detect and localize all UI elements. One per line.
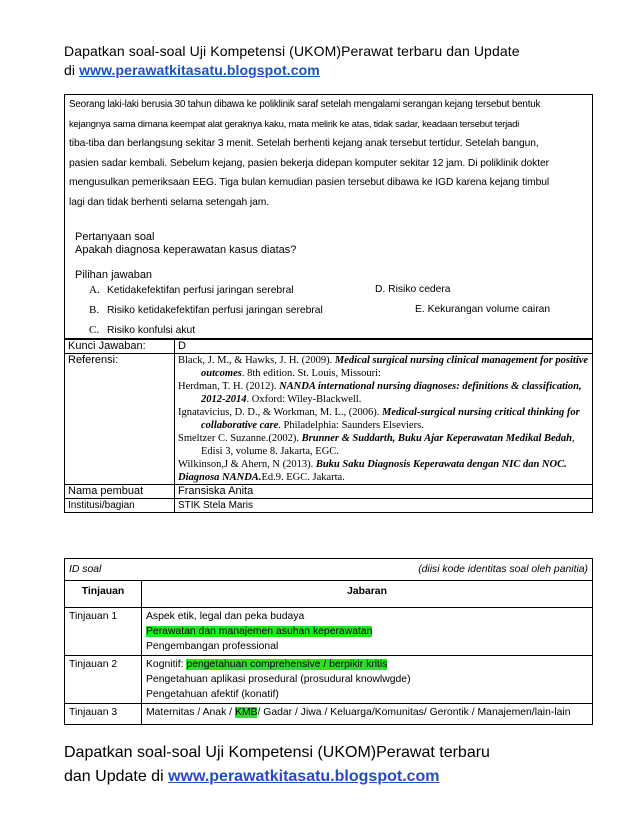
option-d: D. Risiko cedera xyxy=(375,284,451,295)
answer-key-table xyxy=(64,339,593,513)
question-section xyxy=(65,231,592,257)
table-row xyxy=(65,485,593,499)
header-line: Dapatkan soal-soal Uji Kompetensi (UKOM)Perawat terbaru dan Update xyxy=(64,43,520,59)
answer-key-label: Kunci Jawaban: xyxy=(65,340,175,354)
review-label: Tinjauan 3 xyxy=(65,704,142,725)
author-value: Fransiska Anita xyxy=(175,485,593,499)
scenario-line: Seorang laki-laki berusia 30 tahun dibawa ke poliklinik saraf setelah mengalami serangan kejang tersebut bentuk xyxy=(69,99,541,110)
column-header: Jabaran xyxy=(142,581,593,608)
reference-item: Smeltzer C. Suzanne.(2002). Brunner & Suddarth, Buku Ajar Keperawatan Medikal Bedah, Edisi 3, volume 8. Jakarta, EGC. xyxy=(178,433,575,457)
option-e: E. Kekurangan volume cairan xyxy=(415,304,551,315)
case-scenario xyxy=(65,95,592,212)
review-label: Tinjauan 1 xyxy=(65,608,142,656)
options-label: Pilihan jawaban xyxy=(75,269,153,281)
reference-list xyxy=(175,354,593,485)
header-link[interactable]: www.perawatkitasatu.blogspot.com xyxy=(79,62,320,78)
answer-key-value: D xyxy=(175,340,593,354)
reference-item: Herdman, T. H. (2012). NANDA international nursing diagnoses: definitions & classification, 2012-2014. Oxford: Wiley-Blackwell. xyxy=(178,381,582,405)
header-prefix: di xyxy=(64,62,80,78)
reference-item: Black, J. M., & Hawks, J. H. (2009). Medical surgical nursing clinical management for positive outcomes. 8th edition. St. Louis, Missouri: xyxy=(178,355,589,379)
scenario-line: pasien sadar kembali. Sebelum kejang, pasien bekerja didepan komputer sekitar 12 jam. Di poliklinik dokter xyxy=(69,157,549,169)
review-details: Aspek etik, legal dan peka budaya Perawatan dan manajemen asuhan keperawatan Pengembangan professional xyxy=(142,608,593,656)
reference-label: Referensi: xyxy=(65,354,175,485)
reference-item: Wilkinson,J & Ahern, N (2013). Buku Saku Diagnosis Keperawata dengan NIC dan NOC. Diagnosa NANDA.Ed.9. EGC. Jakarta. xyxy=(178,459,567,483)
scenario-line: tiba-tiba dan berlangsung sekitar 3 menit. Setelah berhenti kejang anak tersebut tertidur. Setelah bangun, xyxy=(69,138,539,149)
table-row xyxy=(65,656,593,704)
table-row xyxy=(65,354,593,485)
footer-line: Dapatkan soal-soal Uji Kompetensi (UKOM)Perawat terbaru xyxy=(64,744,490,761)
id-label: ID soal xyxy=(69,564,102,575)
table-row xyxy=(65,559,593,581)
highlighted-text: KMB xyxy=(234,707,258,718)
question-label: Pertanyaan soal xyxy=(75,231,155,243)
scenario-line: kejangnya sama dimana keempat alat geraknya kaku, mata melirik ke atas, tidak sadar, keadaan tersebut terjadi xyxy=(69,118,520,130)
id-note: (diisi kode identitas soal oleh panitia) xyxy=(418,564,588,575)
table-row xyxy=(65,608,593,656)
column-header: Tinjauan xyxy=(65,581,142,608)
question-text: Apakah diagnosa keperawatan kasus diatas? xyxy=(75,244,297,256)
table-row xyxy=(65,340,593,354)
highlighted-text: pengetahuan comprehensive / berpikir kritis xyxy=(186,659,388,670)
option-a: A. Ketidakefektifan perfusi jaringan serebral xyxy=(89,284,294,296)
header-line-2 xyxy=(64,61,520,80)
review-details: Kognitif: pengetahuan comprehensive / berpikir kritis Pengetahuan aplikasi prosedural (prosudural knowlwgde) Pengetahuan afektif (konatif) xyxy=(142,656,593,704)
table-row xyxy=(65,499,593,513)
review-details: Maternitas / Anak / KMB/ Gadar / Jiwa / Keluarga/Komunitas/ Gerontik / Manajemen/lain-lain xyxy=(142,704,593,725)
table-header-row xyxy=(65,581,593,608)
institution-label: Institusi/bagian xyxy=(65,499,175,513)
institution-value: STIK Stela Maris xyxy=(175,499,593,513)
footer xyxy=(64,741,490,789)
footer-line-2: dan Update di www.perawatkitasatu.blogspot.com xyxy=(64,768,440,785)
question-box xyxy=(64,94,593,339)
answer-options xyxy=(65,269,592,343)
scenario-line: lagi dan tidak berhenti selama setengah jam. xyxy=(69,196,269,208)
table-row xyxy=(65,704,593,725)
review-table xyxy=(64,558,593,725)
id-row xyxy=(65,559,593,581)
header xyxy=(64,42,520,80)
option-c: C. Risiko konfulsi akut xyxy=(89,324,196,336)
scenario-line: mengusulkan pemeriksaan EEG. Tiga bulan kemudian pasien tersebut dibawa ke IGD karena kejang timbul xyxy=(69,177,550,188)
author-label: Nama pembuat xyxy=(65,485,175,499)
review-label: Tinjauan 2 xyxy=(65,656,142,704)
highlighted-text: Perawatan dan manajemen asuhan keperawatan xyxy=(146,626,373,637)
option-b: B. Risiko ketidakefektifan perfusi jaringan serebral xyxy=(89,304,323,316)
footer-link[interactable]: www.perawatkitasatu.blogspot.com xyxy=(168,768,440,785)
reference-item: Ignatavicius, D. D., & Workman, M. L., (2006). Medical-surgical nursing critical thinking for collaborative care. Philadelphia: Saunders Elseviers. xyxy=(178,407,580,431)
